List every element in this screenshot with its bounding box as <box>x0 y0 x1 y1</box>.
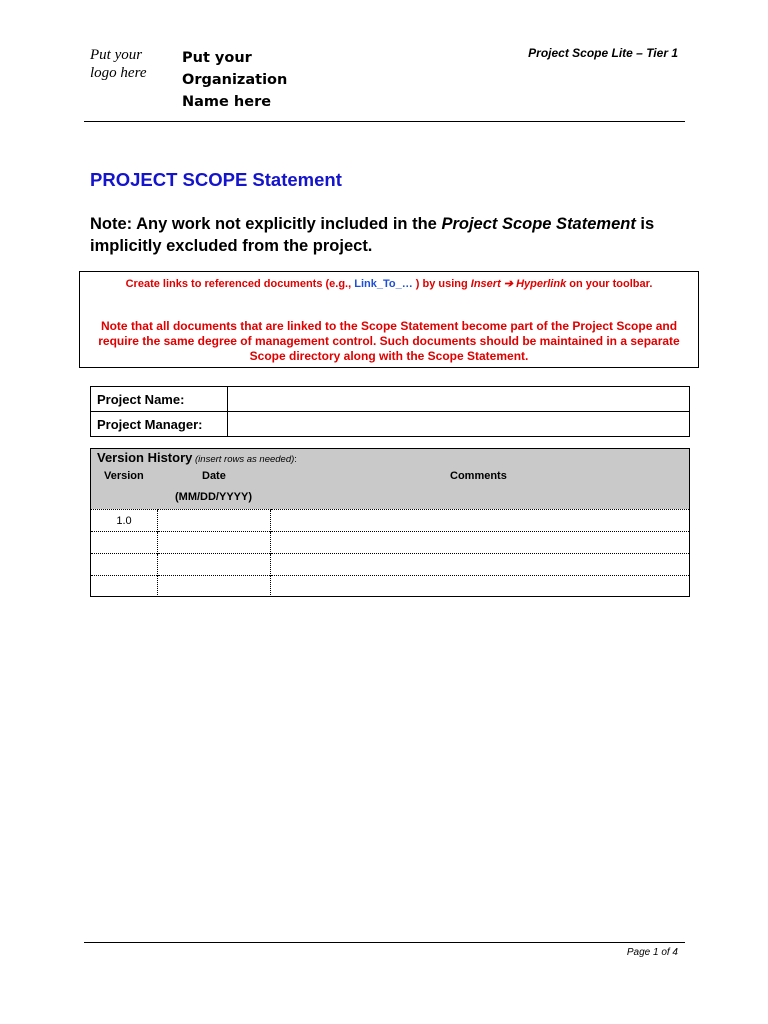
column-header-date-format: (MM/DD/YYYY) <box>175 491 252 503</box>
column-header-comments: Comments <box>450 470 507 482</box>
version-cell[interactable] <box>91 554 158 576</box>
version-history-title-text: Version History <box>97 450 193 465</box>
example-link[interactable]: Link_To_… <box>354 278 413 290</box>
version-history-hint-colon: : <box>294 454 297 465</box>
org-line-1: Put your <box>182 50 252 66</box>
comments-cell[interactable] <box>271 532 690 554</box>
scope-note <box>90 213 700 257</box>
table-row <box>91 576 689 598</box>
org-line-2: Organization <box>182 72 288 88</box>
version-history-title <box>97 450 297 465</box>
date-cell[interactable] <box>158 510 271 532</box>
note-italic: Project Scope Statement <box>441 215 636 233</box>
table-row <box>91 387 690 412</box>
instructions-line-2: Note that all documents that are linked to the Scope Statement become part of the Project Scope and require the same degree of management control. Such documents should be maintained in a separate Scope directory along with the Scope Statement. <box>98 319 680 363</box>
version-history-table <box>90 448 690 597</box>
version-history-header <box>91 449 689 509</box>
logo-placeholder: Put your logo here <box>90 47 147 81</box>
page-number: Page 1 of 4 <box>626 947 678 958</box>
page-heading <box>90 169 342 191</box>
column-header-version: Version <box>104 470 144 482</box>
version-history-rows <box>91 509 689 597</box>
date-cell[interactable] <box>158 576 271 598</box>
version-cell[interactable]: 1.0 <box>91 510 158 532</box>
project-manager-field[interactable] <box>228 412 690 437</box>
version-history-hint: (insert rows as needed) <box>192 454 295 465</box>
heading-bold: PROJECT SCOPE <box>90 169 248 190</box>
document-title: Project Scope Lite – Tier 1 <box>528 46 678 60</box>
comments-cell[interactable] <box>271 576 690 598</box>
note-prefix: Note: Any work not explicitly included in the <box>90 215 442 233</box>
project-name-field[interactable] <box>228 387 690 412</box>
date-cell[interactable] <box>158 532 271 554</box>
instructions-line-1 <box>80 277 698 290</box>
project-info-table <box>90 386 690 437</box>
note-suffix: is implicitly excluded from the project. <box>90 215 655 255</box>
table-row <box>91 412 690 437</box>
comments-cell[interactable] <box>271 510 690 532</box>
instr-menu-path: Insert ➔ Hyperlink <box>470 278 567 290</box>
version-cell[interactable] <box>91 576 158 598</box>
header-divider <box>84 121 685 122</box>
organization-name <box>182 47 342 113</box>
instructions-box <box>79 271 699 368</box>
table-row <box>91 510 689 532</box>
date-cell[interactable] <box>158 554 271 576</box>
org-line-3: Name here <box>182 94 272 110</box>
table-row <box>91 554 689 576</box>
heading-normal: Statement <box>247 169 342 190</box>
comments-cell[interactable] <box>271 554 690 576</box>
instr-prefix: Create links to referenced documents (e.g., <box>125 278 355 290</box>
project-manager-label: Project Manager: <box>91 412 228 437</box>
instr-mid: ) by using <box>412 278 471 290</box>
project-name-label: Project Name: <box>91 387 228 412</box>
column-header-date: Date <box>202 470 226 482</box>
version-cell[interactable] <box>91 532 158 554</box>
footer-divider <box>84 942 685 943</box>
instr-suffix: on your toolbar. <box>566 278 653 290</box>
table-row <box>91 532 689 554</box>
